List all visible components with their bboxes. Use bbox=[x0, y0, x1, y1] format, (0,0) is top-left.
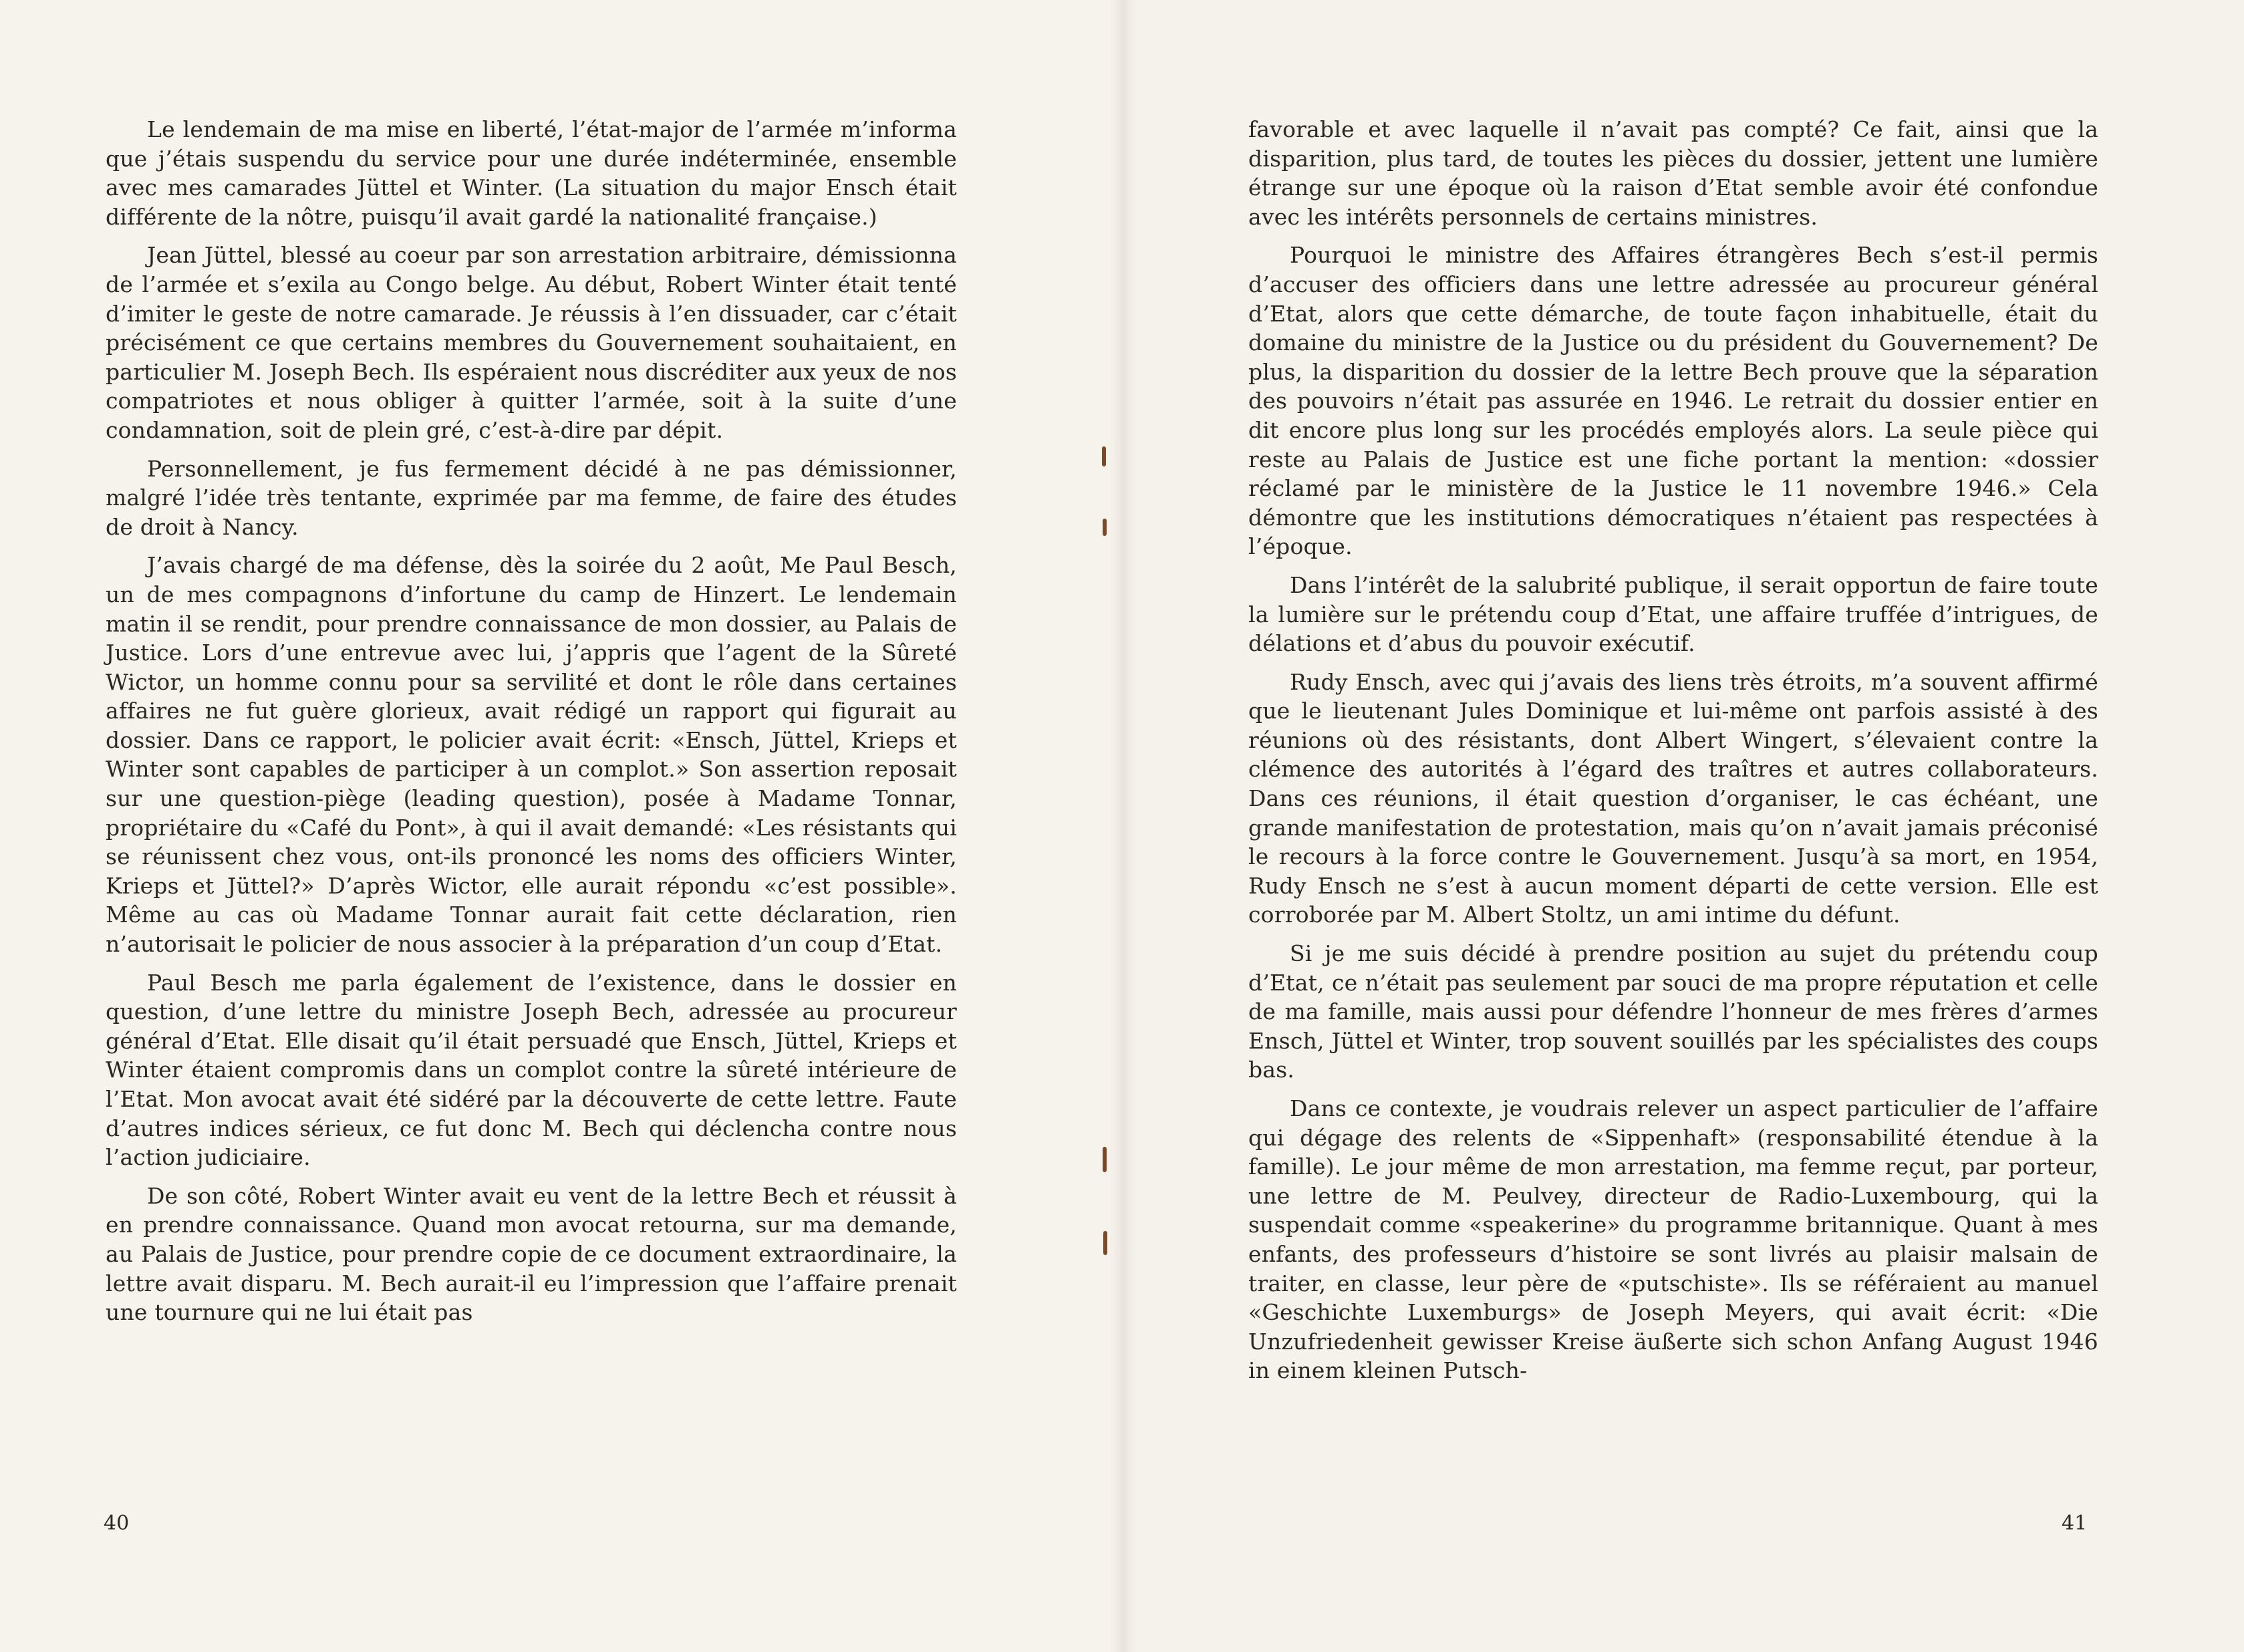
binding-staple-mark bbox=[1102, 446, 1106, 466]
binding-staple-mark bbox=[1103, 519, 1107, 536]
page-number-left: 40 bbox=[104, 1512, 130, 1535]
paragraph: Dans l’intérêt de la salubrité publique, il serait opportun de faire toute la lumière sur le prétendu coup d’Etat, une affaire truffée d’intrigues, de délations et d’abus du pouvoir exécutif. bbox=[1248, 571, 2098, 657]
paragraph: Personnellement, je fus fermement décidé à ne pas démissionner, malgré l’idée très tentante, exprimée par ma femme, de faire des études de droit à Nancy. bbox=[106, 455, 957, 540]
continued-paragraph: favorable et avec laquelle il n’avait pas compté? Ce fait, ainsi que la disparition, plus tard, de toutes les pièces du dossier, jettent une lumière étrange sur une époque où la raison d’Etat semble avoir été confondue avec les intérêts personnels de certains ministres. bbox=[1248, 116, 2098, 230]
paragraph: Le lendemain de ma mise en liberté, l’état-major de l’armée m’informa que j’étais suspendu du service pour une durée indéterminée, ensemble avec mes camarades Jüttel et Winter. (La situation du major Ensch était différente de la nôtre, puisqu’il avait gardé la nationalité française.) bbox=[106, 116, 957, 230]
paragraph: Pourquoi le ministre des Affaires étrangères Bech s’est-il permis d’accuser des officiers dans une lettre adressée au procureur général d’Etat, alors que cette démarche, de toute façon inhabituelle, était du domaine du ministre de la Justice ou du président du Gouvernement? De plus, la disparition du dossier de la lettre Bech prouve que la séparation des pouvoirs n’était pas assurée en 1946. Le retrait du dossier entier en dit encore plus long sur les procédés employés alors. La seule pièce qui reste au Palais de Justice est une fiche portant la mention: «dossier réclamé par le ministère de la Justice le 11 novembre 1946.» Cela démontre que les institutions démocratiques n’étaient pas respectées à l’époque. bbox=[1248, 242, 2098, 560]
page-number-right: 41 bbox=[2062, 1512, 2088, 1535]
paragraph: Si je me suis décidé à prendre position au sujet du prétendu coup d’Etat, ce n’était pas seulement par souci de ma propre réputation et celle de ma famille, mais aussi pour défendre l’honneur de mes frères d’armes Ensch, Jüttel et Winter, trop souvent souillés par les spécialistes des coups bas. bbox=[1248, 940, 2098, 1083]
paragraph: De son côté, Robert Winter avait eu vent de la lettre Bech et réussit à en prendre connaissance. Quand mon avocat retourna, sur ma demande, au Palais de Justice, pour prendre copie de ce document extraordinaire, la lettre avait disparu. M. Bech aurait-il eu l’impression que l’affaire prenait une tournure qui ne lui était pas bbox=[106, 1182, 957, 1326]
paragraph: Paul Besch me parla également de l’existence, dans le dossier en question, d’une lettre du ministre Joseph Bech, adressée au procureur général d’Etat. Elle disait qu’il était persuadé que Ensch, Jüttel, Krieps et Winter étaient compromis dans un complot contre la sûreté intérieure de l’Etat. Mon avocat avait été sidéré par la découverte de cette lettre. Faute d’autres indices sérieux, ce fut donc M. Bech qui déclencha contre nous l’action judiciaire. bbox=[106, 969, 957, 1171]
binding-staple-mark bbox=[1103, 1147, 1107, 1172]
paragraph: J’avais chargé de ma défense, dès la soirée du 2 août, Me Paul Besch, un de mes compagnons d’infortune du camp de Hinzert. Le lendemain matin il se rendit, pour prendre connaissance de mon dossier, au Palais de Justice. Lors d’une entrevue avec lui, j’appris que l’agent de la Sûreté Wictor, un homme connu pour sa servilité et dont le rôle dans certaines affaires ne fut guère glorieux, avait rédigé un rapport qui figurait au dossier. Dans ce rapport, le policier avait écrit: «Ensch, Jüttel, Krieps et Winter sont capables de participer à un complot.» Son assertion reposait sur une question-piège (leading question), posée à Madame Tonnar, propriétaire du «Café du Pont», à qui il avait demandé: «Les résistants qui se réunissent chez vous, ont-ils prononcé les noms des officiers Winter, Krieps et Jüttel?» D’après Wictor, elle aurait répondu «c’est possible». Même au cas où Madame Tonnar aurait fait cette déclaration, rien n’autorisait le policier de nous associer à la préparation d’un coup d’Etat. bbox=[106, 552, 957, 958]
book-gutter bbox=[1109, 0, 1136, 1652]
right-page-text bbox=[1248, 115, 2098, 1395]
left-page-text bbox=[106, 115, 957, 1337]
paragraph: Dans ce contexte, je voudrais relever un aspect particulier de l’affaire qui dégage des relents de «Sippenhaft» (responsabilité étendue à la famille). Le jour même de mon arrestation, ma femme reçut, par porteur, une lettre de M. Peulvey, directeur de Radio-Luxembourg, qui la suspendait comme «speakerine» du programme britannique. Quant à mes enfants, des professeurs d’histoire se sont livrés au plaisir malsain de traiter, en classe, leur père de «putschiste». Ils se référaient au manuel «Geschichte Luxemburgs» de Joseph Meyers, qui avait écrit: «Die Unzufriedenheit gewisser Kreise äußerte sich schon Anfang August 1946 in einem kleinen Putsch- bbox=[1248, 1095, 2098, 1384]
paragraph: Rudy Ensch, avec qui j’avais des liens très étroits, m’a souvent affirmé que le lieutenant Jules Dominique et lui-même ont parfois assisté à des réunions où des résistants, dont Albert Wingert, s’élevaient contre la clémence des autorités à l’égard des traîtres et autres collaborateurs. Dans ces réunions, il était question d’organiser, le cas échéant, une grande manifestation de protestation, mais qu’on n’avait jamais préconisé le recours à la force contre le Gouvernement. Jusqu’à sa mort, en 1954, Rudy Ensch ne s’est à aucun moment départi de cette version. Elle est corroborée par M. Albert Stoltz, un ami intime du défunt. bbox=[1248, 668, 2098, 928]
binding-staple-mark bbox=[1103, 1231, 1107, 1255]
paragraph: Jean Jüttel, blessé au coeur par son arrestation arbitraire, démissionna de l’armée et s’exila au Congo belge. Au début, Robert Winter était tenté d’imiter le geste de notre camarade. Je réussis à l’en dissuader, car c’était précisément ce que certains membres du Gouvernement souhaitaient, en particulier M. Joseph Bech. Ils espéraient nous discréditer aux yeux de nos compatriotes et nous obliger à quitter l’armée, soit à la suite d’une condamnation, soit de plein gré, c’est-à-dire par dépit. bbox=[106, 242, 957, 443]
